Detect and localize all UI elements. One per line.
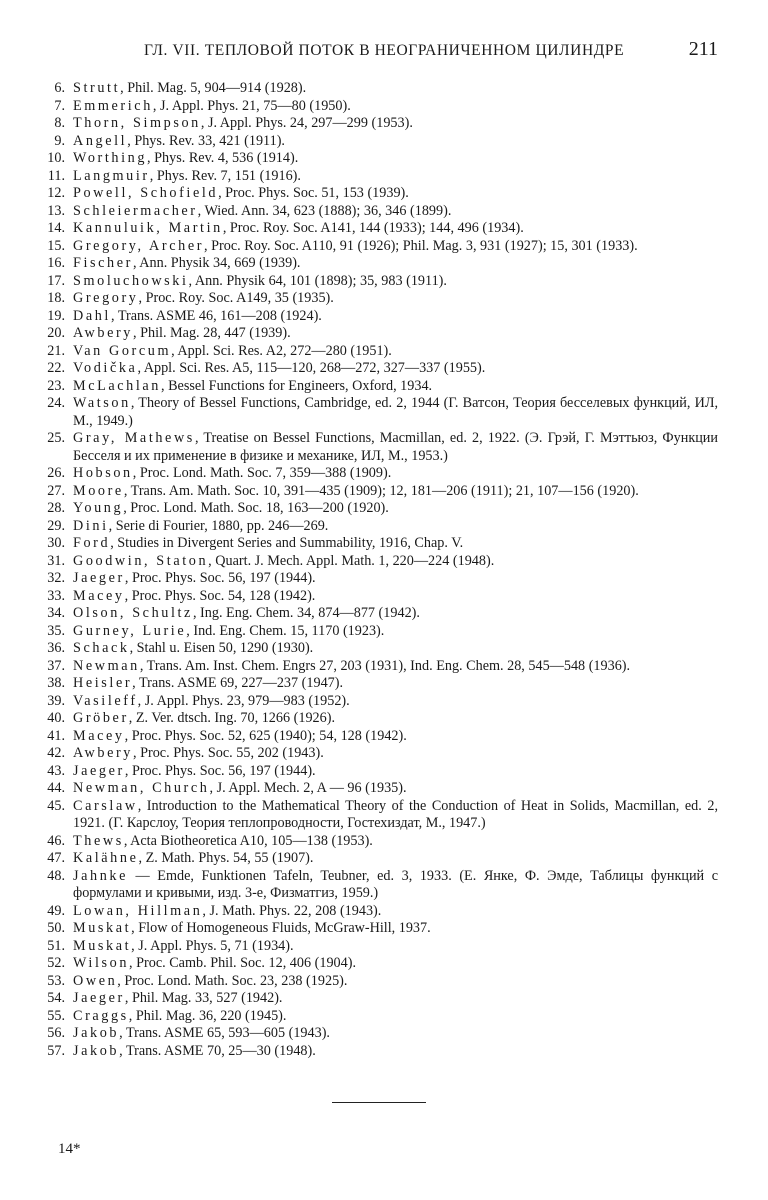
reference-number: 47. [47,850,65,866]
reference-text: , Phys. Rev. 7, 151 (1916). [149,167,301,184]
reference-item [42,903,718,921]
reference-author: Goodwin, Staton [73,552,209,569]
reference-number: 35. [47,622,65,639]
reference-item [42,98,718,116]
end-rule [332,1102,426,1103]
reference-text: , Trans. ASME 69, 227—237 (1947). [132,675,344,691]
reference-text: , Proc. Roy. Soc. A141, 144 (1933); 144, 496 (1934). [222,220,524,236]
reference-text: , Quart. J. Mech. Appl. Math. 1, 220—224 (1948). [208,552,495,569]
reference-text: , Studies in Divergent Series and Summability, 1916, Chap. V. [110,535,464,551]
reference-author: Strutt [73,80,121,96]
reference-number: 43. [47,762,65,779]
reference-author: Vodička [73,360,138,376]
reference-text: , Ann. Physik 64, 101 (1898); 35, 983 (1911). [188,272,447,289]
reference-author: Carslaw [73,797,138,814]
reference-author: Young [73,500,124,516]
reference-number: 26. [47,465,65,481]
reference-number: 9. [54,132,65,149]
reference-text: , Proc. Phys. Soc. 55, 202 (1943). [133,745,324,761]
reference-item [42,255,718,273]
reference-item [42,343,718,361]
reference-item [42,623,718,641]
reference-author: Dahl [73,307,111,324]
reference-number: 12. [47,185,65,201]
reference-item [42,150,718,168]
reference-author: Kalähne [73,850,139,866]
reference-author: Wilson [73,955,130,971]
reference-author: Jaeger [73,762,125,779]
reference-text: , Proc. Camb. Phil. Soc. 12, 406 (1904). [129,955,357,971]
reference-item [42,553,718,571]
reference-number: 13. [47,202,65,219]
reference-number: 33. [47,587,65,604]
reference-item [42,605,718,623]
reference-author: Vasileff [73,692,138,709]
reference-text: , J. Appl. Mech. 2, A — 96 (1935). [209,780,407,796]
reference-number: 50. [47,920,65,936]
reference-item [42,955,718,973]
reference-number: 23. [47,377,65,394]
reference-text: , Proc. Phys. Soc. 56, 197 (1944). [124,762,316,779]
reference-text: , Phys. Rev. 33, 421 (1911). [127,132,285,149]
reference-text: , Proc. Phys. Soc. 51, 153 (1939). [218,185,409,201]
reference-text: , Z. Ver. dtsch. Ing. 70, 1266 (1926). [128,710,336,726]
reference-author: Smoluchowski [73,272,189,289]
reference-number: 51. [47,937,65,954]
reference-author: Gröber [73,710,129,726]
reference-author: Olson, Schultz [73,605,193,621]
reference-author: Gurney, Lurie [73,622,187,639]
reference-item [42,115,718,133]
reference-author: Jahnke [73,867,128,884]
reference-text: , Proc. Roy. Soc. A110, 91 (1926); Phil. Mag. 3, 931 (1927); 15, 301 (1933). [204,237,638,254]
reference-number: 22. [47,360,65,376]
reference-item [42,203,718,221]
reference-text: , Proc. Lond. Math. Soc. 7, 359—388 (1909). [132,465,392,481]
reference-author: Angell [73,132,128,149]
reference-item [42,465,718,483]
reference-text: , Trans. ASME 65, 593—605 (1943). [119,1025,330,1041]
reference-item [42,868,718,903]
reference-number: 45. [47,797,65,814]
reference-text: , Phys. Rev. 4, 536 (1914). [147,150,299,166]
reference-number: 19. [47,307,65,324]
reference-text: , Z. Math. Phys. 54, 55 (1907). [138,850,314,866]
reference-text: , J. Math. Phys. 22, 208 (1943). [202,902,382,919]
running-title: ГЛ. VII. ТЕПЛОВОЙ ПОТОК В НЕОГРАНИЧЕННОМ ЦИЛИНДРЕ [144,42,625,59]
reference-text: , Serie di Fourier, 1880, pp. 246—269. [108,517,329,534]
reference-author: Fischer [73,255,133,271]
reference-number: 25. [47,430,65,446]
reference-number: 20. [47,325,65,341]
reference-text: , J. Appl. Phys. 5, 71 (1934). [131,937,294,954]
reference-number: 32. [47,570,65,586]
reference-author: Van Gorcum [73,342,172,359]
reference-text: , Trans. ASME 46, 161—208 (1924). [110,307,322,324]
reference-item [42,780,718,798]
reference-item [42,80,718,98]
reference-text: , Wied. Ann. 34, 623 (1888); 36, 346 (1899). [197,202,452,219]
reference-number: 24. [47,395,65,411]
reference-item [42,710,718,728]
reference-text: , Treatise on Bessel Functions, Macmillan, ed. 2, 1922. (Э. Грэй, Г. Мэттьюз, Функции Бесселя и их применение в физике и механике, ИЛ, М., 1953.) [73,430,718,464]
reference-author: Craggs [73,1007,129,1024]
reference-author: Jakob [73,1042,120,1059]
reference-item [42,938,718,956]
reference-author: Ford [73,535,111,551]
reference-item [42,378,718,396]
reference-author: Newman [73,657,140,674]
reference-number: 17. [47,272,65,289]
reference-number: 55. [47,1007,65,1024]
reference-text: , Introduction to the Mathematical Theory of the Conduction of Heat in Solids, Macmillan, ed. 2, 1921. (Г. Карслоу, Теория теплопроводности, Гостехиздат, М., 1947.) [73,797,718,831]
reference-author: Kannuluik, Martin [73,220,223,236]
reference-number: 36. [47,640,65,656]
signature-mark: 14* [58,1141,81,1157]
reference-author: Jaeger [73,990,125,1006]
reference-text: , Proc. Phys. Soc. 52, 625 (1940); 54, 128 (1942). [124,727,407,744]
reference-author: Heisler [73,675,133,691]
reference-author: Watson [73,395,131,411]
reference-item [42,290,718,308]
reference-item [42,850,718,868]
reference-number: 11. [47,167,65,184]
reference-text: , Phil. Mag. 36, 220 (1945). [128,1007,287,1024]
reference-number: 14. [47,220,65,236]
reference-list [42,80,718,1060]
reference-text: , Proc. Phys. Soc. 56, 197 (1944). [124,570,316,586]
reference-text: , Phil. Mag. 33, 527 (1942). [124,990,283,1006]
reference-author: Awbery [73,745,133,761]
reference-item [42,675,718,693]
reference-author: Schleiermacher [73,202,198,219]
reference-text: , Ann. Physik 34, 669 (1939). [132,255,301,271]
reference-text: , Trans. Am. Math. Soc. 10, 391—435 (1909); 12, 181—206 (1911); 21, 107—156 (1920). [123,482,639,499]
reference-author: Dini [73,517,109,534]
reference-number: 10. [47,150,65,166]
reference-item [42,395,718,430]
reference-item [42,500,718,518]
reference-text: , Appl. Sci. Res. A5, 115—120, 268—272, 327—337 (1955). [137,360,486,376]
reference-text: — Emde, Funktionen Tafeln, Teubner, ed. 3, 1933. (Е. Янке, Ф. Эмде, Таблицы функций с формулами и кривыми, изд. 3-е, Физматгиз, 1959.) [73,867,718,901]
reference-item [42,745,718,763]
reference-text: , Appl. Sci. Res. A2, 272—280 (1951). [171,342,392,359]
reference-item [42,360,718,378]
reference-item [42,535,718,553]
reference-item [42,763,718,781]
reference-item [42,325,718,343]
reference-number: 18. [47,290,65,306]
reference-text: , J. Appl. Phys. 24, 297—299 (1953). [200,115,413,131]
reference-author: Gregory [73,290,139,306]
reference-text: , Ing. Eng. Chem. 34, 874—877 (1942). [192,605,420,621]
reference-number: 46. [47,832,65,849]
reference-author: Thews [73,832,124,849]
reference-author: Awbery [73,325,133,341]
reference-text: , Trans. Am. Inst. Chem. Engrs 27, 203 (1931), Ind. Eng. Chem. 28, 545—548 (1936). [139,657,631,674]
reference-number: 28. [47,500,65,516]
reference-number: 30. [47,535,65,551]
reference-number: 57. [47,1042,65,1059]
reference-text: , Theory of Bessel Functions, Cambridge, ed. 2, 1944 (Г. Ватсон, Теория бесселевых функций, ИЛ, М., 1949.) [73,395,718,429]
reference-author: Muskat [73,937,132,954]
reference-number: 39. [47,692,65,709]
reference-author: McLachlan [73,377,161,394]
reference-number: 40. [47,710,65,726]
reference-text: , Bessel Functions for Engineers, Oxford, 1934. [161,377,433,394]
reference-item [42,833,718,851]
reference-item [42,728,718,746]
reference-author: Lowan, Hillman [73,902,203,919]
reference-author: Gray, Mathews [73,430,195,446]
reference-item [42,1043,718,1061]
reference-number: 42. [47,745,65,761]
reference-number: 41. [47,727,65,744]
reference-author: Jaeger [73,570,125,586]
reference-number: 38. [47,675,65,691]
reference-author: Worthing [73,150,148,166]
reference-item [42,220,718,238]
reference-item [42,658,718,676]
reference-item [42,588,718,606]
reference-item [42,185,718,203]
reference-text: , Acta Biotheoretica A10, 105—138 (1953). [123,832,373,849]
reference-item [42,798,718,833]
reference-item [42,693,718,711]
reference-number: 27. [47,482,65,499]
reference-text: , Proc. Phys. Soc. 54, 128 (1942). [124,587,316,604]
reference-item [42,1025,718,1043]
reference-author: Schack [73,640,130,656]
reference-item [42,920,718,938]
reference-text: , Proc. Lond. Math. Soc. 18, 163—200 (1920). [123,500,389,516]
reference-author: Moore [73,482,124,499]
reference-number: 37. [47,657,65,674]
reference-item [42,640,718,658]
running-header [50,40,718,66]
reference-author: Powell, Schofield [73,185,219,201]
reference-number: 8. [54,115,65,131]
reference-item [42,990,718,1008]
reference-number: 15. [47,237,65,254]
reference-number: 31. [47,552,65,569]
reference-number: 16. [47,255,65,271]
reference-number: 34. [47,605,65,621]
reference-number: 49. [47,902,65,919]
reference-number: 48. [47,867,65,884]
reference-text: , Stahl u. Eisen 50, 1290 (1930). [129,640,314,656]
reference-number: 54. [47,990,65,1006]
reference-author: Muskat [73,920,132,936]
reference-item [42,570,718,588]
reference-author: Macey [73,727,125,744]
reference-number: 52. [47,955,65,971]
reference-item [42,1008,718,1026]
reference-author: Hobson [73,465,133,481]
reference-text: , Proc. Roy. Soc. A149, 35 (1935). [138,290,334,306]
reference-text: , Phil. Mag. 5, 904—914 (1928). [120,80,307,96]
reference-item [42,168,718,186]
reference-text: , Flow of Homogeneous Fluids, McGraw-Hill, 1937. [131,920,431,936]
reference-item [42,518,718,536]
reference-number: 56. [47,1025,65,1041]
reference-author: Gregory, Archer [73,237,205,254]
page-number: 211 [688,38,718,60]
reference-author: Newman, Church [73,780,210,796]
reference-author: Jakob [73,1025,120,1041]
reference-item [42,238,718,256]
reference-author: Langmuir [73,167,150,184]
reference-item [42,430,718,465]
reference-number: 21. [47,342,65,359]
reference-text: , J. Appl. Phys. 23, 979—983 (1952). [137,692,350,709]
reference-text: , J. Appl. Phys. 21, 75—80 (1950). [152,97,351,114]
reference-text: , Trans. ASME 70, 25—30 (1948). [119,1042,316,1059]
reference-number: 6. [54,80,65,96]
reference-author: Emmerich [73,97,153,114]
reference-item [42,483,718,501]
reference-text: , Ind. Eng. Chem. 15, 1170 (1923). [186,622,385,639]
reference-item [42,308,718,326]
reference-number: 44. [47,780,65,796]
reference-text: , Proc. Lond. Math. Soc. 23, 238 (1925). [117,972,348,989]
reference-item [42,133,718,151]
reference-number: 53. [47,972,65,989]
reference-author: Macey [73,587,125,604]
reference-item [42,273,718,291]
reference-item [42,973,718,991]
reference-text: , Phil. Mag. 28, 447 (1939). [133,325,291,341]
reference-number: 7. [54,97,65,114]
reference-author: Thorn, Simpson [73,115,201,131]
reference-number: 29. [47,517,65,534]
reference-author: Owen [73,972,118,989]
